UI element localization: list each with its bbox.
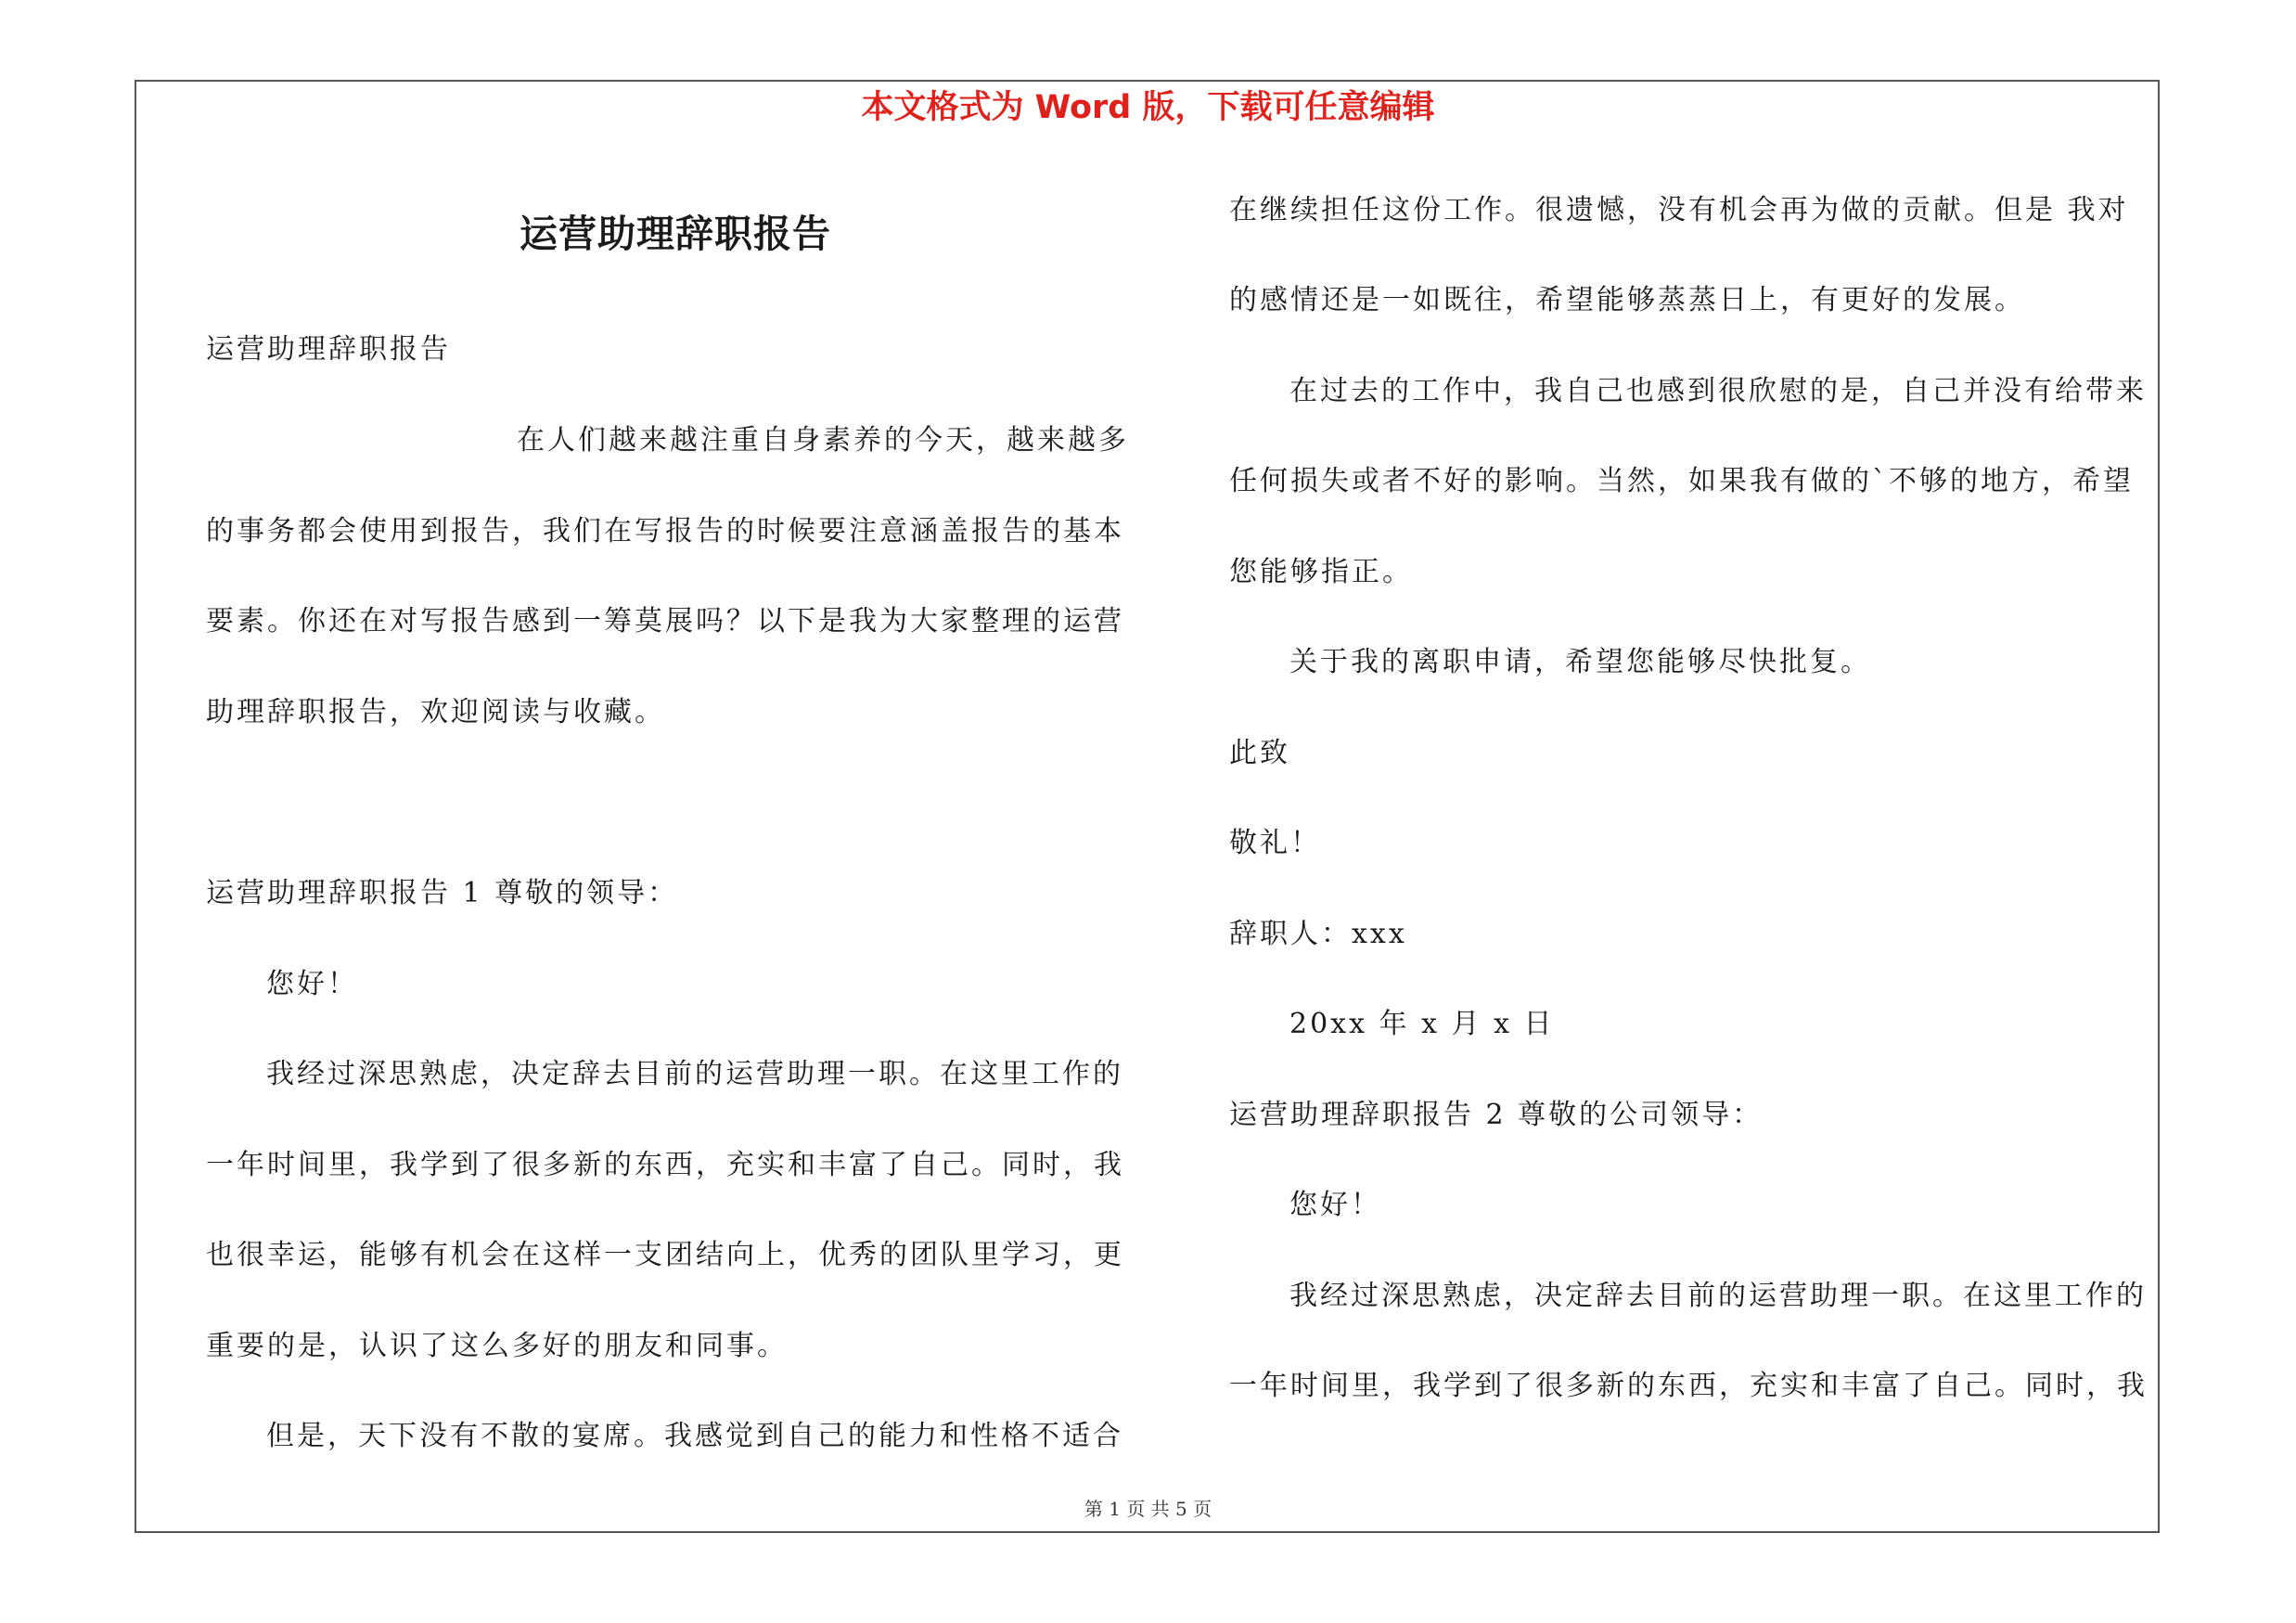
date-line: 20xx 年 x 月 x 日 [1289,1008,1555,1040]
body-line: 在继续担任这份工作。很遗憾，没有机会再为做的贡献。但是 我对 [1229,194,2129,226]
subtitle-line: 运营助理辞职报告 [206,333,451,366]
body-line: 一年时间里，我学到了很多新的东西，充实和丰富了自己。同时，我 [1229,1370,2148,1402]
document-title: 运营助理辞职报告 [519,212,831,256]
greeting-line: 您好！ [266,968,358,1000]
body-line: 在过去的工作中，我自己也感到很欣慰的是，自己并没有给带来 [1289,375,2147,407]
section-heading-1: 运营助理辞职报告 1 尊敬的领导： [206,877,679,909]
greeting-line: 您好！ [1289,1189,1381,1221]
intro-line: 要素。你还在对写报告感到一筹莫展吗？以下是我为大家整理的运营 [206,605,1124,638]
signature-line: 辞职人：xxx [1229,918,1407,950]
body-line: 也很幸运，能够有机会在这样一支团结向上，优秀的团队里学习，更 [206,1239,1124,1271]
body-line: 我经过深思熟虑，决定辞去目前的运营助理一职。在这里工作的 [266,1058,1123,1090]
closing-line: 敬礼！ [1229,827,1321,859]
body-line: 我经过深思熟虑，决定辞去目前的运营助理一职。在这里工作的 [1289,1280,2147,1312]
body-line: 的感情还是一如既往，希望能够蒸蒸日上，有更好的发展。 [1229,284,2025,316]
body-line: 重要的是，认识了这么多好的朋友和同事。 [206,1330,788,1362]
section-heading-2: 运营助理辞职报告 2 尊敬的公司领导： [1229,1099,1764,1131]
body-line: 一年时间里，我学到了很多新的东西，充实和丰富了自己。同时，我 [206,1149,1124,1181]
body-line: 您能够指正。 [1229,556,1413,588]
format-banner: 本文格式为 Word 版，下载可任意编辑 [861,89,1435,126]
body-line: 关于我的离职申请，希望您能够尽快批复。 [1289,646,1871,678]
intro-line: 在人们越来越注重自身素养的今天，越来越多 [517,424,1129,457]
intro-line: 助理辞职报告，欢迎阅读与收藏。 [206,696,665,728]
closing-line: 此致 [1229,737,1290,769]
page-number: 第 1 页 共 5 页 [1084,1498,1212,1520]
body-line: 任何损失或者不好的影响。当然，如果我有做的`不够的地方，希望 [1229,465,2134,497]
intro-line: 的事务都会使用到报告，我们在写报告的时候要注意涵盖报告的基本 [206,515,1124,547]
body-line: 但是，天下没有不散的宴席。我感觉到自己的能力和性格不适合 [266,1420,1123,1452]
